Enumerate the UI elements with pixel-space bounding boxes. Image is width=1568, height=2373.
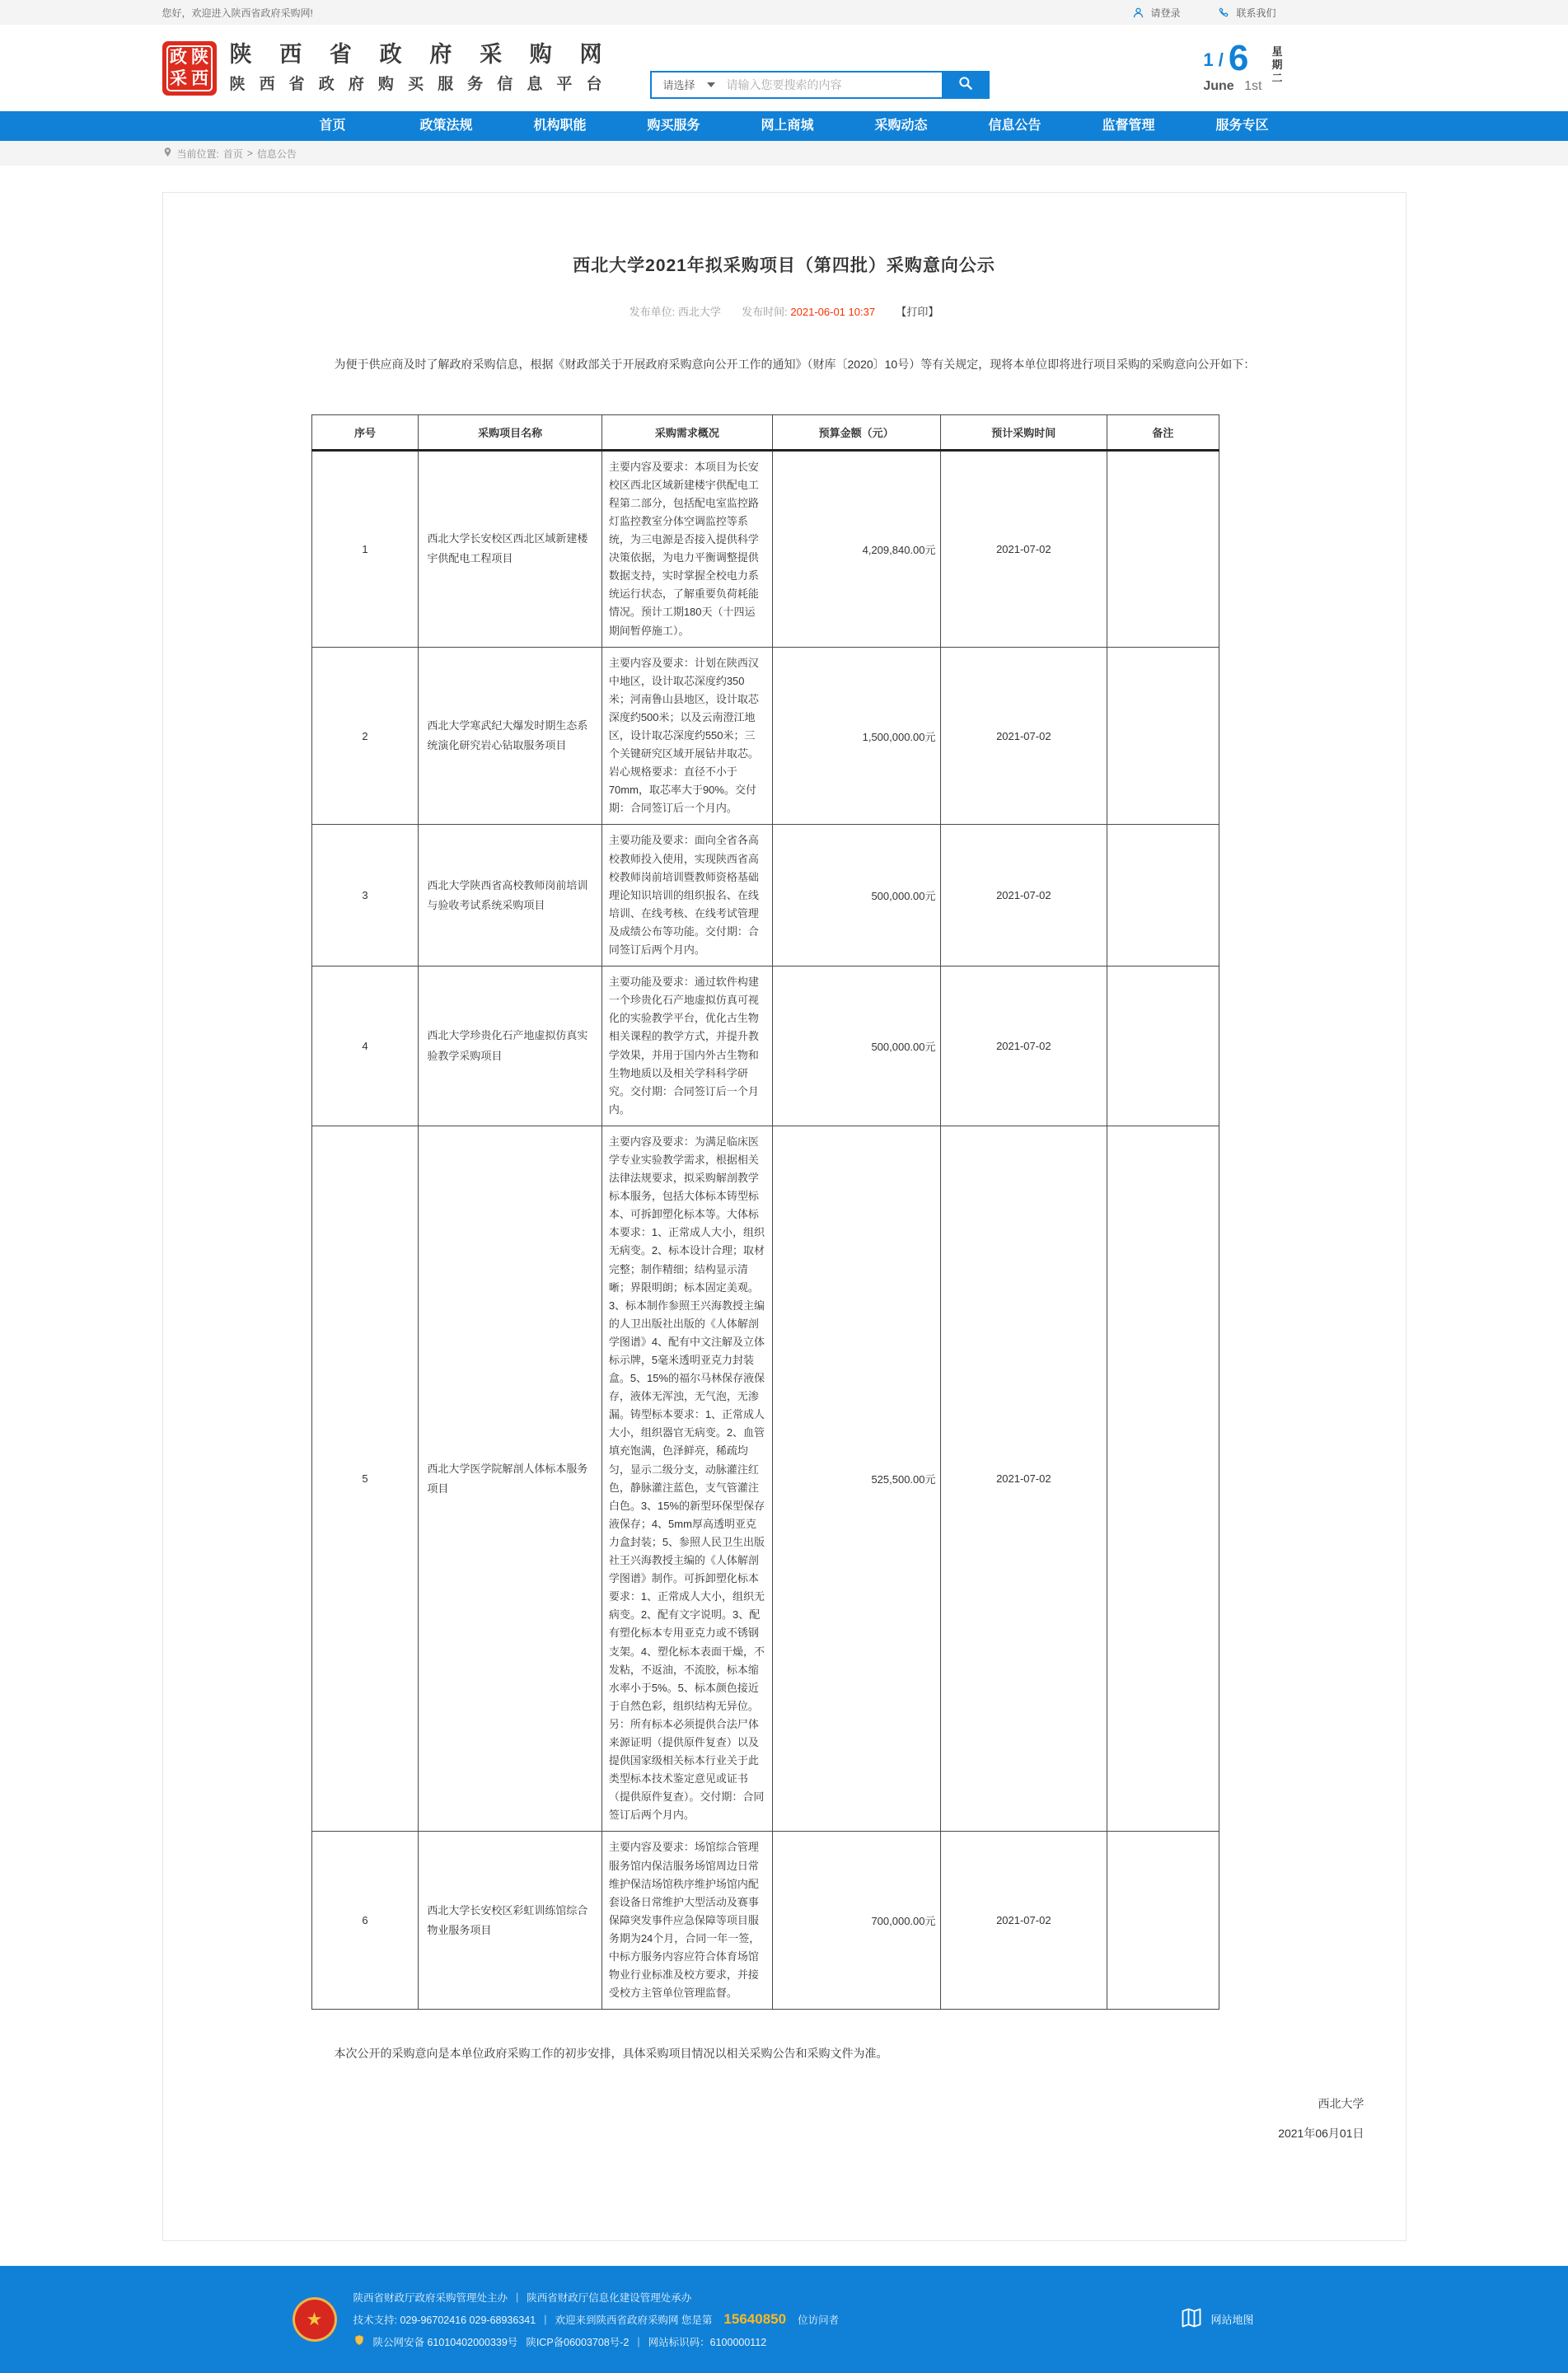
- col-header-budget: 预算金额（元）: [772, 414, 940, 450]
- table-row: [311, 825, 1219, 967]
- user-icon: [1132, 7, 1144, 19]
- search-category-select[interactable]: 请选择: [652, 77, 725, 92]
- cell-budget: 4,209,840.00元: [772, 450, 940, 647]
- cell-project-name: 西北大学陕西省高校教师岗前培训与验收考试系统采购项目: [419, 825, 601, 967]
- col-header-note: 备注: [1107, 414, 1219, 450]
- footer-site-code: 网站标识码：6100000112: [648, 2336, 767, 2348]
- welcome-text: 您好，欢迎进入陕西省政府采购网!: [161, 7, 313, 19]
- cell-note: [1107, 450, 1219, 647]
- cell-note: [1107, 647, 1219, 825]
- shield-icon: [353, 2334, 365, 2348]
- col-header-time: 预计采购时间: [940, 414, 1107, 450]
- cell-budget: 525,500.00元: [772, 1126, 940, 1832]
- main-nav: [0, 111, 1568, 141]
- publish-time-value: 2021-06-01 10:37: [790, 306, 876, 318]
- cell-no: 6: [311, 1832, 419, 2010]
- table-row: [311, 1832, 1219, 2010]
- cell-summary: 主要内容及要求：计划在陕西汉中地区，设计取芯深度约350米；河南鲁山县地区，设计取芯深度约500米；以及云南澄江地区，设计取芯深度约550米；三个关键研究区域开展钻井取芯。岩心规格要求：直径不小于70mm，取芯率大于90%。交付期：合同签订后一个月内。: [601, 647, 772, 825]
- cell-time: 2021-07-02: [940, 1126, 1107, 1832]
- breadcrumb-bar: [0, 141, 1568, 166]
- date-weekday: 星期二: [1271, 44, 1283, 85]
- footer-undertaker: 陕西省财政厅信息化建设管理处承办: [527, 2291, 692, 2304]
- site-header: [0, 25, 1568, 111]
- print-button[interactable]: 【打印】: [896, 306, 939, 318]
- cell-budget: 500,000.00元: [772, 967, 940, 1126]
- footer-tech-support: 技术支持: 029-96702416 029-68936341: [353, 2314, 536, 2326]
- sitemap-icon: [1180, 2306, 1203, 2332]
- breadcrumb-current: 信息公告: [256, 147, 297, 160]
- cell-note: [1107, 967, 1219, 1126]
- footer-emblem-icon: ★: [293, 2297, 337, 2342]
- signature-org: 西北大学: [1318, 2096, 1364, 2110]
- cell-no: 3: [311, 825, 419, 967]
- date-month: June: [1203, 79, 1234, 94]
- date-day-number: 6: [1228, 37, 1249, 78]
- nav-item-home[interactable]: 首页: [319, 119, 346, 133]
- cell-no: 2: [311, 647, 419, 825]
- cell-note: [1107, 1126, 1219, 1832]
- table-row: [311, 967, 1219, 1126]
- breadcrumb: [162, 141, 1407, 166]
- cell-summary: 主要内容及要求：本项目为长安校区西北区域新建楼宇供配电工程第二部分，包括配电室监控路灯监控教室分体空调监控等系统，为三电源是否接入提供科学决策依据，为电力平衡调整提供数据支持，实时掌握全校电力系统运行状态，了解重要负荷耗能情况。预计工期180天（十四运期间暂停施工）。: [601, 450, 772, 647]
- cell-time: 2021-07-02: [940, 450, 1107, 647]
- phone-icon: [1218, 7, 1230, 19]
- cell-no: 5: [311, 1126, 419, 1832]
- cell-project-name: 西北大学长安校区西北区域新建楼宇供配电工程项目: [419, 450, 601, 647]
- login-link[interactable]: 请登录: [1132, 6, 1180, 20]
- table-row: [311, 1126, 1219, 1832]
- date-fraction: 1 /: [1203, 49, 1224, 71]
- col-header-no: 序号: [311, 414, 419, 450]
- signature-date: 2021年06月01日: [1278, 2126, 1364, 2140]
- page-title: 西北大学2021年拟采购项目（第四批）采购意向公示: [573, 256, 995, 275]
- cell-summary: 主要内容及要求：为满足临床医学专业实验教学需求，根据相关法律法规要求，拟采购解剖教学标本服务，包括大体标本铸型标本、可拆卸塑化标本等。大体标本要求：1、正常成人大小，组织无病变。2、标本设计合理；取材完整；制作精细；结构显示清晰；界限明朗；标本固定美观。3、标本制作参照王兴海教授主编的人卫出版社出版的《人体解剖学图谱》4、配有中文注解及立体标示牌，5毫米透明亚克力封装盒。5、15%的福尔马林保存液保存，液体无浑浊，无气泡，无渗漏。铸型标本要求：1、正常成人大小，组织器官无病变。2、血管填充饱满，色泽鲜亮，稀疏均匀，显示二级分支，动脉灌注红色，静脉灌注蓝色，支气管灌注白色。3、15%的新型环保型保存液保存；4、5mm厚高透明亚克力盒封装；5、参照人民卫生出版社王兴海教授主编的《人体解剖学图谱》制作。可拆卸塑化标本要求：1、正常成人大小，组织无病变。2、配有文字说明。3、配有塑化标本专用亚克力或不锈钢支架。4、塑化标本表面干燥，不发粘，不返油，不流胶，标本缩水率小于5%。5、标本颜色接近于自然色彩，组织结构无异位。另：所有标本必须提供合法尸体来源证明（提供原件复查）以及提供国家级相关标本行业关于此类型标本技术鉴定意见或证书（提供原件复查）。交付期：合同签订后两个月内。: [601, 1126, 772, 1832]
- cell-note: [1107, 1832, 1219, 2010]
- publish-time-label: 发布时间:: [742, 306, 791, 318]
- footer-welcome-suffix: 位访问者: [798, 2314, 840, 2326]
- col-header-project-name: 采购项目名称: [419, 414, 601, 450]
- footer-organizer: 陕西省财政厅政府采购管理处主办: [353, 2291, 508, 2304]
- cell-budget: 700,000.00元: [772, 1832, 940, 2010]
- article-meta: [198, 303, 1371, 319]
- top-utility-bar: [0, 0, 1568, 25]
- closing-paragraph: 本次公开的采购意向是本单位政府采购工作的初步安排，具体采购项目情况以相关采购公告和采购文件为准。: [334, 2047, 888, 2061]
- cell-time: 2021-07-02: [940, 825, 1107, 967]
- table-header-row: [311, 414, 1219, 450]
- date-widget: [1203, 37, 1284, 95]
- date-ordinal: 1st: [1244, 79, 1262, 94]
- breadcrumb-separator: >: [246, 147, 253, 159]
- cell-time: 2021-07-02: [940, 967, 1107, 1126]
- nav-item-policies[interactable]: 政策法规: [419, 119, 473, 133]
- sitemap-link[interactable]: 网站地图: [1180, 2306, 1253, 2332]
- cell-summary: 主要功能及要求：面向全省各高校教师投入使用，实现陕西省高校教师岗前培训暨教师资格基础理论知识培训的组织报名、在线培训、在线考核、在线考试管理及成绩公布等功能。交付期：合同签订后两个月内。: [601, 825, 772, 967]
- procurement-intent-table: [311, 414, 1219, 2010]
- breadcrumb-prefix: 当前位置:: [176, 147, 219, 160]
- cell-project-name: 西北大学珍贵化石产地虚拟仿真实验教学采购项目: [419, 967, 601, 1126]
- table-row: [311, 450, 1219, 647]
- cell-project-name: 西北大学寒武纪大爆发时期生态系统演化研究岩心钻取服务项目: [419, 647, 601, 825]
- article-card: [162, 192, 1407, 2241]
- nav-item-purchase-services[interactable]: 购买服务: [647, 119, 700, 133]
- cell-summary: 主要内容及要求：场馆综合管理服务馆内保洁服务场馆周边日常维护保洁场馆秩序维护场馆内配套设备日常维护大型活动及赛事保障突发事件应急保障等项目服务期为24个月，合同一年一签，中标方服务内容应符合体育场馆物业行业标准及校方要求，并接受校方主管单位管理监督。: [601, 1832, 772, 2010]
- search-bar: [650, 71, 990, 99]
- visitor-count: 15640850: [723, 2310, 787, 2327]
- nav-item-supervision[interactable]: 监督管理: [1102, 119, 1155, 133]
- intro-paragraph: 为便于供应商及时了解政府采购信息，根据《财政部关于开展政府采购意向公开工作的通知》（财库〔2020〕10号）等有关规定，现将本单位即将进行项目采购的采购意向公开如下：: [334, 358, 1256, 371]
- cell-time: 2021-07-02: [940, 1832, 1107, 2010]
- cell-no: 1: [311, 450, 419, 647]
- site-footer: ★ 陕西省财政厅政府采购管理处主办 | 陕西省财政厅信息化建设管理处承办 技术支持: 029-96702416 029-68936341 | 欢迎来到陕西省政府采购网 您是第 15640850 位访问者 陕公网安备 61010402000339号 陕ICP备06003708号-2 | 网站标识码：6100000112 网站地图: [0, 2266, 1568, 2373]
- cell-budget: 1,500,000.00元: [772, 647, 940, 825]
- footer-police-record-link[interactable]: 陕公网安备 61010402000339号: [372, 2336, 518, 2348]
- cell-note: [1107, 825, 1219, 967]
- location-pin-icon: [162, 147, 173, 160]
- site-logo: 政 陕 采 西: [162, 41, 217, 96]
- cell-no: 4: [311, 967, 419, 1126]
- nav-item-online-mall[interactable]: 网上商城: [761, 119, 814, 133]
- nav-item-procurement-news[interactable]: 采购动态: [874, 119, 928, 133]
- publisher-label: 发布单位:: [629, 306, 678, 318]
- table-row: [311, 647, 1219, 825]
- nav-item-functions[interactable]: 机构职能: [533, 119, 587, 133]
- site-title: 陕西省政府采购网: [229, 42, 602, 68]
- cell-project-name: 西北大学医学院解剖人体标本服务项目: [419, 1126, 601, 1832]
- chevron-down-icon: [707, 82, 715, 87]
- search-input[interactable]: [725, 73, 942, 97]
- cell-summary: 主要功能及要求：通过软件构建一个珍贵化石产地虚拟仿真可视化的实验教学平台，优化古生物相关课程的教学方式，并提升教学效果，并用于国内外古生物和生物地质以及相关学科科学研究。交付期：合同签订后一个月内。: [601, 967, 772, 1126]
- site-subtitle: 陕西省政府购买服务信息平台: [229, 75, 602, 93]
- cell-project-name: 西北大学长安校区彩虹训练馆综合物业服务项目: [419, 1832, 601, 2010]
- search-button[interactable]: [942, 71, 990, 99]
- breadcrumb-home-link[interactable]: 首页: [222, 147, 243, 160]
- cell-time: 2021-07-02: [940, 647, 1107, 825]
- search-icon: [957, 75, 974, 94]
- contact-link[interactable]: 联系我们: [1218, 6, 1275, 20]
- nav-item-announcements[interactable]: 信息公告: [988, 119, 1041, 133]
- cell-budget: 500,000.00元: [772, 825, 940, 967]
- col-header-summary: 采购需求概况: [601, 414, 772, 450]
- publisher-value: 西北大学: [677, 306, 721, 318]
- footer-icp-link[interactable]: 陕ICP备06003708号-2: [526, 2336, 630, 2348]
- footer-welcome-prefix: 欢迎来到陕西省政府采购网 您是第: [555, 2314, 713, 2326]
- nav-item-service-zone[interactable]: 服务专区: [1215, 119, 1269, 133]
